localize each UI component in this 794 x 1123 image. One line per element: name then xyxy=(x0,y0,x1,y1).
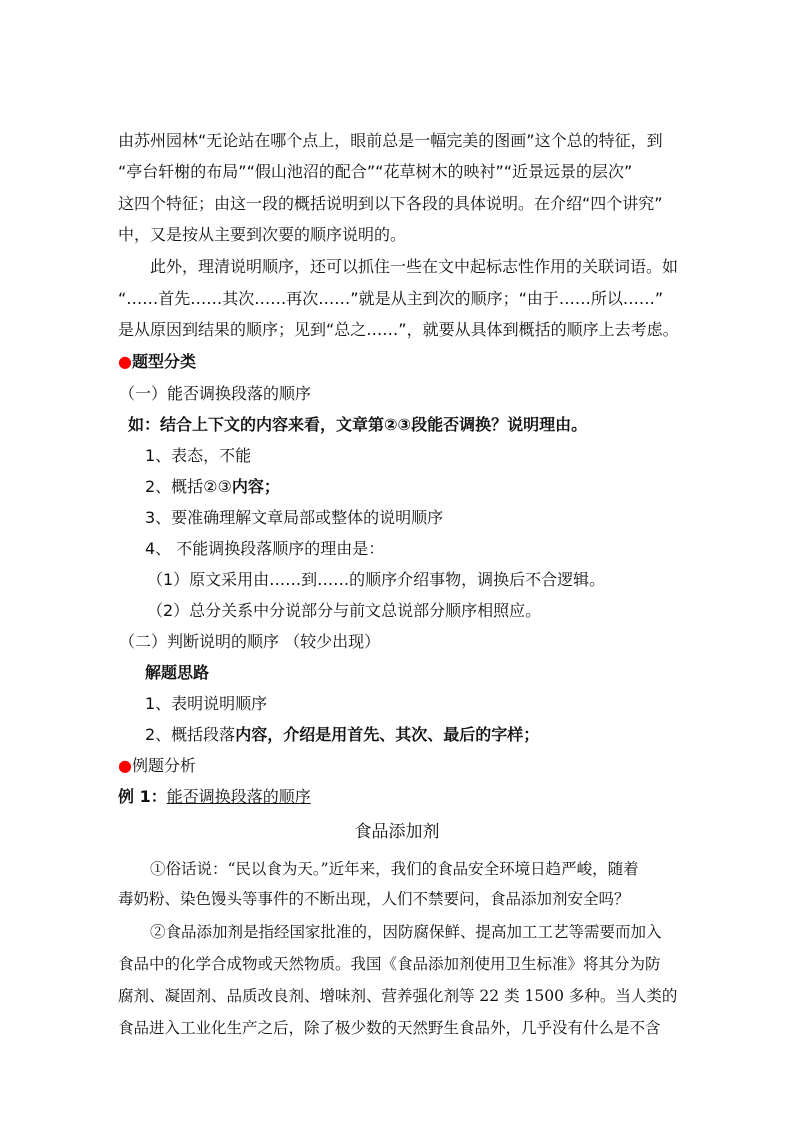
sub2-step-2-bold: 内容，介绍是用首先、其次、最后的字样； xyxy=(235,725,540,744)
bullet-icon: ● xyxy=(118,352,132,371)
sub2-heading: （二）判断说明的顺序 （较少出现） xyxy=(119,632,381,651)
intro-line-4: 中，又是按从主要到次要的顺序说明的。 xyxy=(118,225,407,244)
intro-line-3: 这四个特征；由这一段的概括说明到以下各段的具体说明。在介绍“四个讲究” xyxy=(118,194,663,213)
example-title: 能否调换段落的顺序 xyxy=(166,787,311,806)
sub1-step-2-text: 2、概括②③ xyxy=(145,477,232,496)
sub1-example-question: 如：结合上下文的内容来看，文章第②③段能否调换？说明理由。 xyxy=(128,415,588,434)
article-line-4: 食品中的化学合成物或天然物质。我国《食品添加剂使用卫生标准》将其分为防 xyxy=(118,955,661,973)
sub1-step-3: 3、要准确理解文章局部或整体的说明顺序 xyxy=(145,508,444,527)
section-classify-label: 题型分类 xyxy=(131,352,196,371)
example-heading xyxy=(118,787,311,807)
section-heading-classify xyxy=(118,352,196,372)
section-heading-analysis xyxy=(118,756,196,776)
sub1-step-4: 4、 不能调换段落顺序的理由是： xyxy=(145,539,385,558)
sub2-step-1: 1、表明说明顺序 xyxy=(145,694,268,713)
section-analysis-label: 例题分析 xyxy=(131,756,196,775)
sub1-step-2-bold: 内容； xyxy=(231,477,280,496)
intro-line-5: 此外，理清说明顺序，还可以抓住一些在文中起标志性作用的关联词语。如 xyxy=(150,257,679,276)
article-line-6: 食品进入工业化生产之后，除了极少数的天然野生食品外，几乎没有什么是不含 xyxy=(118,1019,661,1037)
intro-line-2: “亭台轩榭的布局”“假山池沼的配合”“花草树木的映衬”“近景远景的层次” xyxy=(118,162,633,181)
article-line-5: 腐剂、凝固剂、品质改良剂、增味剂、营养强化剂等 22 类 1500 多种。当人类的 xyxy=(118,987,678,1005)
sub1-heading: （一）能否调换段落的顺序 xyxy=(119,384,312,403)
example-label: 例 1： xyxy=(118,787,167,806)
sub1-reason-2: （2）总分关系中分说部分与前文总说部分顺序相照应。 xyxy=(147,601,542,620)
intro-line-6: “……首先……其次……再次……”就是从主到次的顺序；“由于……所以……” xyxy=(118,289,664,308)
article-line-1: ①俗话说：“民以食为天。”近年来，我们的食品安全环境日趋严峻，随着 xyxy=(150,860,639,878)
sub1-step-1: 1、表态，不能 xyxy=(145,446,252,465)
article-line-3: ②食品添加剂是指经国家批准的，因防腐保鲜、提高加工工艺等需要而加入 xyxy=(150,923,662,941)
sub2-approach-label: 解题思路 xyxy=(145,663,210,682)
bullet-icon: ● xyxy=(118,756,132,775)
intro-line-7: 是从原因到结果的顺序；见到“总之……”，就要从具体到概括的顺序上去考虑。 xyxy=(118,320,679,339)
article-title: 食品添加剂 xyxy=(354,822,440,842)
article-line-2: 毒奶粉、染色馒头等事件的不断出现，人们不禁要问，食品添加剂安全吗？ xyxy=(118,890,630,908)
sub1-reason-1: （1）原文采用由……到……的顺序介绍事物，调换后不合逻辑。 xyxy=(147,570,606,589)
intro-line-1: 由苏州园林“无论站在哪个点上，眼前总是一幅完美的图画”这个总的特征，到 xyxy=(118,131,663,150)
sub2-step-2 xyxy=(145,725,539,745)
sub2-step-2-text: 2、概括段落 xyxy=(145,725,236,744)
sub1-step-2 xyxy=(145,477,280,497)
